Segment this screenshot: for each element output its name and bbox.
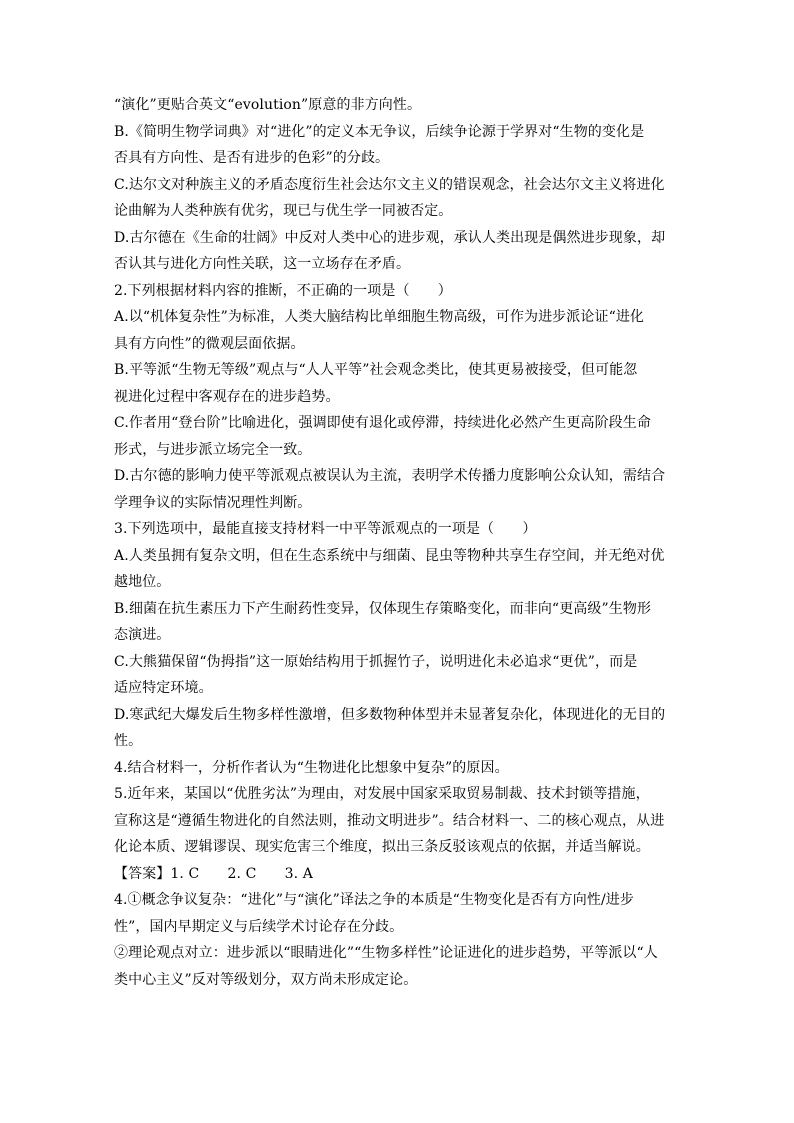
- text-line: D.古尔德在《生命的壮阔》中反对人类中心的进步观，承认人类出现是偶然进步现象，却: [114, 229, 666, 246]
- text-line: 适应特定环境。: [114, 680, 213, 696]
- text-line: B.《简明生物学词典》对“进化”的定义本无争议，后续争论源于学界对“生物的变化是: [114, 123, 645, 140]
- text-line: 越地位。: [114, 574, 171, 590]
- text-line: 宣称这是“遵循生物进化的自然法则，推动文明进步”。结合材料一、二的核心观点，从进: [114, 812, 665, 829]
- text-line: C.达尔文对种族主义的矛盾态度衍生社会达尔文主义的错误观念，社会达尔文主义将进化: [114, 176, 665, 193]
- text-line: 性”，国内早期定义与后续学术讨论存在分歧。: [114, 918, 404, 935]
- text-line: 视进化过程中客观存在的进步趋势。: [114, 388, 340, 405]
- text-line: C.作者用“登台阶”比喻进化，强调即使有退化或停滞，持续进化必然产生更高阶段生命: [114, 415, 651, 431]
- text-line: D.寒武纪大爆发后生物多样性激增，但多数物种体型并未显著复杂化，体现进化的无目的: [114, 706, 666, 723]
- question-2-stem: 2.下列根据材料内容的推断，不正确的一项是（ ）: [114, 282, 452, 299]
- text-line: 论曲解为人类种族有优劣，现已与优生学一同被否定。: [114, 203, 453, 219]
- text-line: D.古尔德的影响力使平等派观点被误认为主流，表明学术传播力度影响公众认知，需结合: [114, 468, 666, 484]
- text-line: A.人类虽拥有复杂文明，但在生态系统中与细菌、昆虫等物种共享生存空间，并无绝对优: [114, 547, 665, 564]
- text-line: 否具有方向性、是否有进步的色彩”的分歧。: [114, 150, 390, 166]
- question-3-stem: 3.下列选项中，最能直接支持材料一中平等派观点的一项是（ ）: [114, 521, 537, 537]
- text-line: 态演进。: [114, 627, 171, 643]
- question-5-stem: 5.近年来，某国以“优胜劣汰”为理由，对发展中国家采取贸易制裁、技术封锁等措施，: [114, 786, 650, 802]
- text-line: 化论本质、逻辑谬误、现实危害三个维度，拟出三条反驳该观点的依据，并适当解说。: [114, 839, 650, 855]
- text-line: 4.①概念争议复杂：“进化”与“演化”译法之争的本质是“生物变化是否有方向性/进步: [114, 892, 634, 908]
- question-4-stem: 4.结合材料一，分析作者认为“生物进化比想象中复杂”的原因。: [114, 759, 509, 776]
- text-line: 否认其与进化方向性关联，这一立场存在矛盾。: [114, 256, 411, 272]
- text-line: 性。: [114, 733, 143, 749]
- text-line: A.以“机体复杂性”为标准，人类大脑结构比单细胞生物高级，可作为进步派论证“进化: [114, 309, 645, 325]
- text-line: 形式，与进步派立场完全一致。: [114, 441, 312, 458]
- text-line: C.大熊猫保留“伪拇指”这一原始结构用于抓握竹子，说明进化未必追求“更优”，而是: [114, 653, 638, 670]
- text-line: B.平等派“生物无等级”观点与“人人平等”社会观念类比，使其更易被接受，但可能忽: [114, 362, 638, 378]
- answer-heading: 【答案】1. C 2. C 3. A: [114, 865, 313, 882]
- text-line: 具有方向性”的微观层面依据。: [114, 335, 305, 352]
- document-body: [114, 92, 676, 993]
- text-line: ②理论观点对立：进步派以“眼睛进化”“生物多样性”论证进化的进步趋势，平等派以“人: [114, 945, 658, 961]
- text-line: 学理争议的实际情况理性判断。: [114, 494, 312, 511]
- text-line: “演化”更贴合英文“evolution”原意的非方向性。: [114, 97, 422, 113]
- text-line: 类中心主义”反对等级划分，双方尚未形成定论。: [114, 971, 418, 988]
- text-line: B.细菌在抗生素压力下产生耐药性变异，仅体现生存策略变化，而非向“更高级”生物形: [114, 600, 652, 617]
